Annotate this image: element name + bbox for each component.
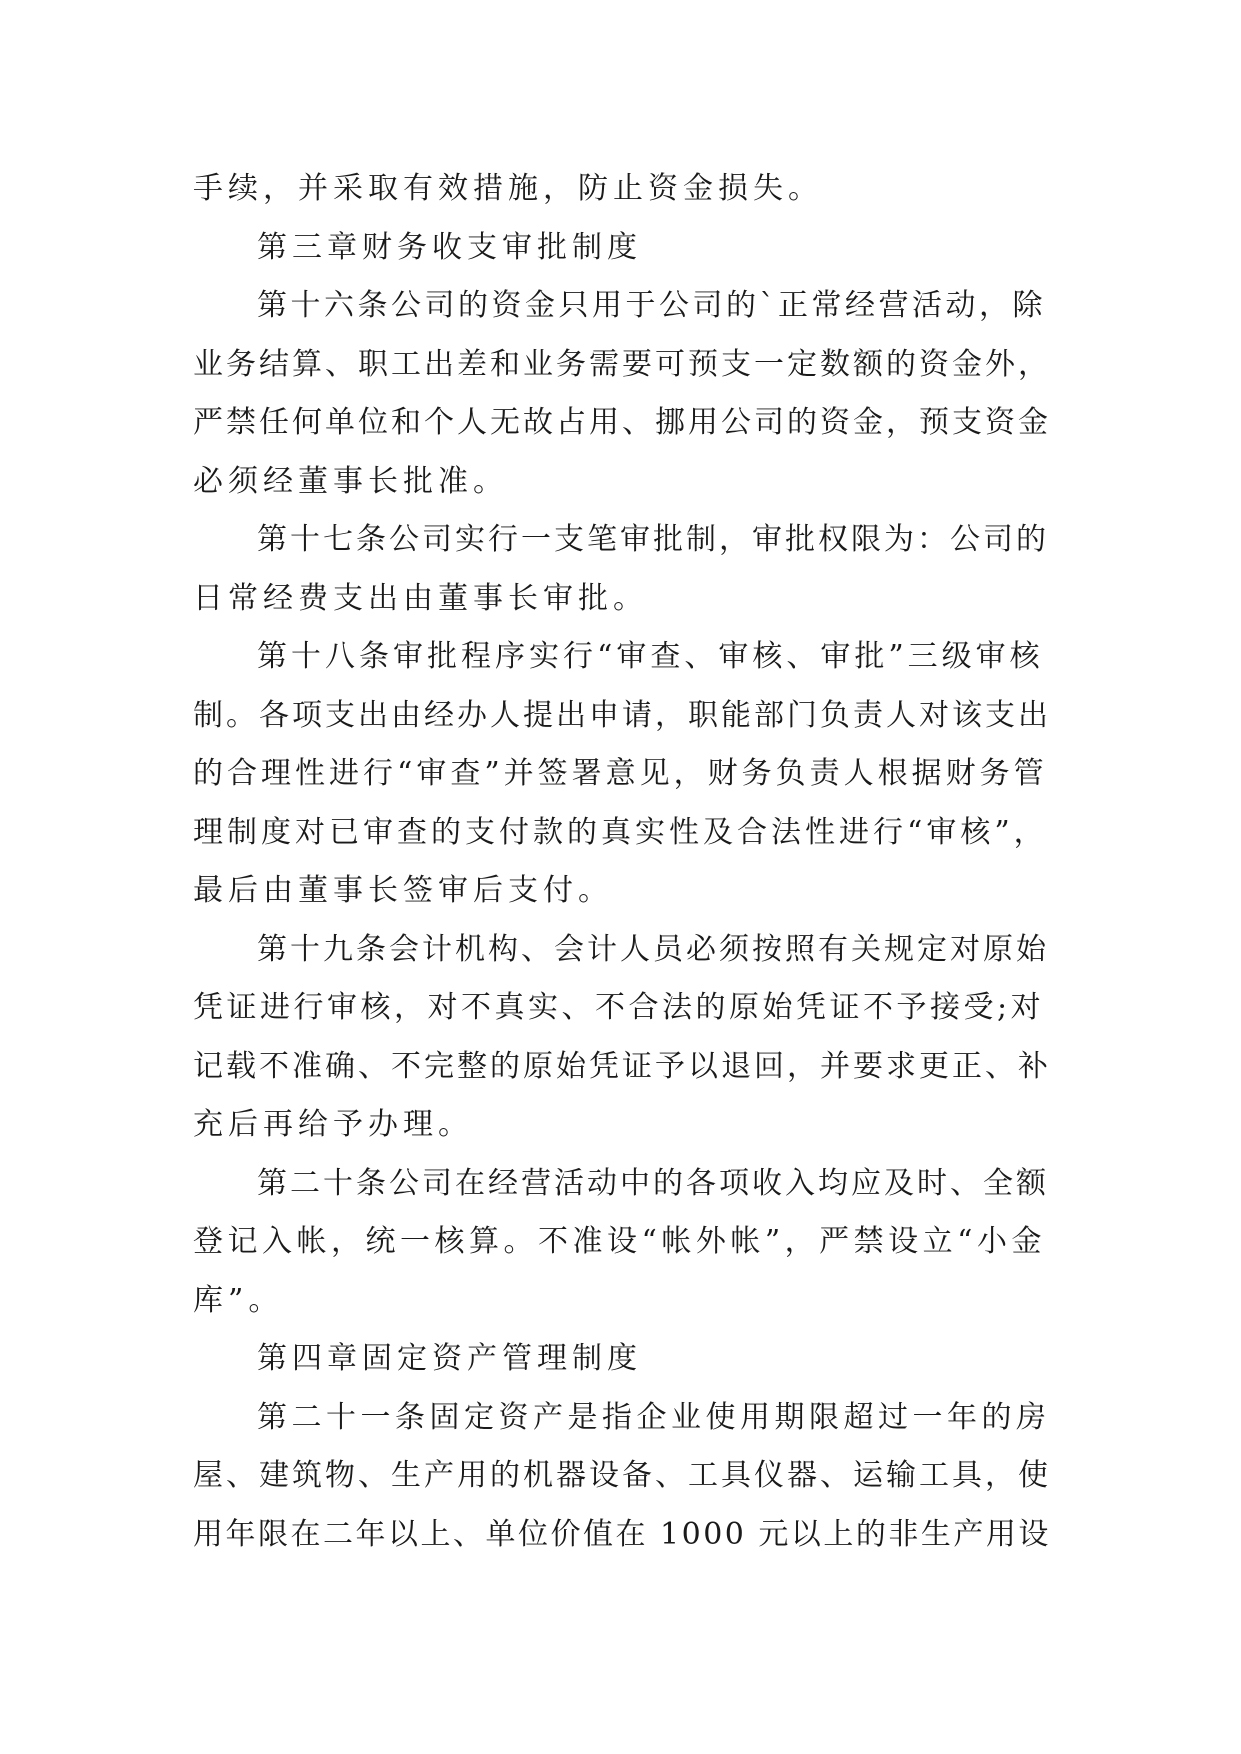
text-line: 第二十一条固定资产是指企业使用期限超过一年的房 xyxy=(257,1399,1051,1435)
text-line: 第十八条审批程序实行“审查、审核、审批”三级审核 xyxy=(257,639,1044,674)
text-line: 库”。 xyxy=(193,1282,284,1318)
text-line: 的合理性进行“审查”并签署意见，财务负责人根据财务管 xyxy=(193,756,1048,791)
chapter-heading: 第四章固定资产管理制度 xyxy=(257,1341,642,1376)
text-line: 凭证进行审核，对不真实、不合法的原始凭证不予接受;对 xyxy=(193,990,1045,1025)
text-line: 最后由董事长签审后支付。 xyxy=(193,873,613,908)
text-line: 日常经费支出由董事长审批。 xyxy=(193,580,648,616)
text-line: 充后再给予办理。 xyxy=(193,1107,473,1142)
text-line: 第二十条公司在经营活动中的各项收入均应及时、全额 xyxy=(257,1165,1049,1201)
text-line: 制。各项支出由经办人提出申请，职能部门负责人对该支出 xyxy=(193,697,1051,733)
text-line: 第十七条公司实行一支笔审批制，审批权限为：公司的 xyxy=(257,522,1049,557)
chapter-heading: 第三章财务收支审批制度 xyxy=(257,229,642,265)
text-line: 登记入帐，统一核算。不准设“帐外帐”，严禁设立“小金 xyxy=(193,1224,1047,1259)
text-line: 第十九条会计机构、会计人员必须按照有关规定对原始 xyxy=(257,931,1049,967)
text-line: 业务结算、职工出差和业务需要可预支一定数额的资金外， xyxy=(193,346,1051,382)
text-line: 必须经董事长批准。 xyxy=(193,463,508,499)
text-line: 记载不准确、不完整的原始凭证予以退回，并要求更正、补 xyxy=(193,1048,1051,1084)
text-line: 屋、建筑物、生产用的机器设备、工具仪器、运输工具，使 xyxy=(193,1458,1051,1493)
document-body xyxy=(193,160,1055,1564)
text-line: 第十六条公司的资金只用于公司的`正常经营活动，除 xyxy=(257,288,1046,323)
text-line: 用年限在二年以上、单位价值在 1000 元以上的非生产用设 xyxy=(193,1516,1051,1552)
text-line: 严禁任何单位和个人无故占用、挪用公司的资金，预支资金 xyxy=(193,405,1051,440)
text-line: 理制度对已审查的支付款的真实性及合法性进行“审核”， xyxy=(193,814,1048,850)
text-line: 手续，并采取有效措施，防止资金损失。 xyxy=(193,171,823,206)
